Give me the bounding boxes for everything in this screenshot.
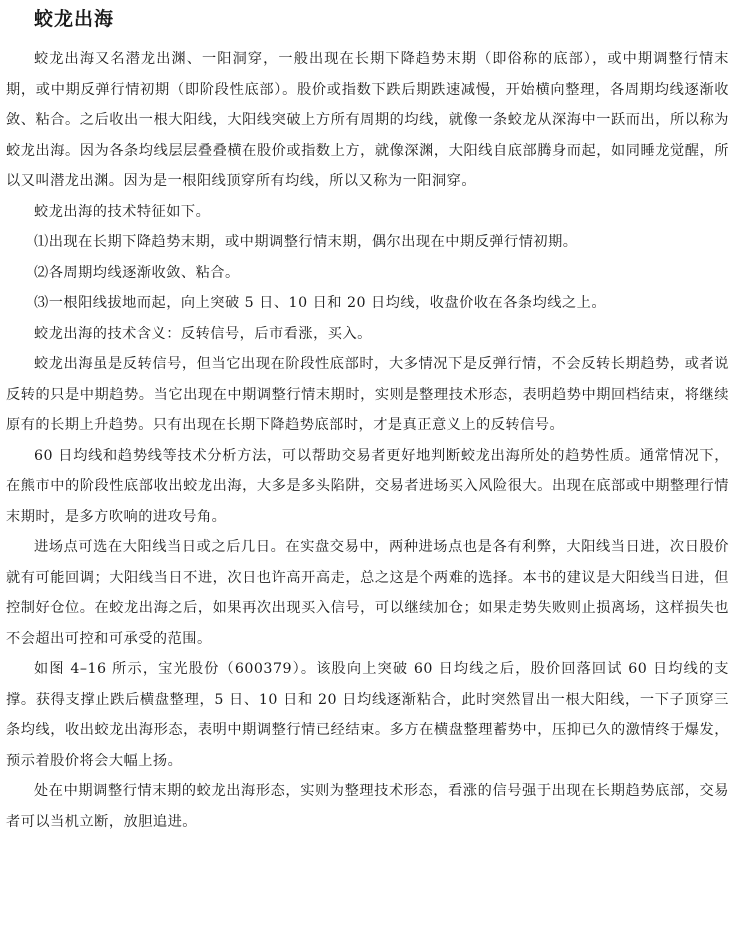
paragraph-feature-2: ⑵各周期均线逐渐收敛、粘合。 (34, 264, 240, 281)
section-title: 蛟龙出海 (34, 8, 115, 30)
paragraph-example: 如图 4–16 所示，宝光股份（600379）。该股向上突破 60 日均线之后，股价回落回试 60 日均线的支撑。获得支撑止跌后横盘整理，5 日、10 日和 20 日均线逐渐粘合，此时突然冒出一根大阳线，一下子顶穿三条均线，收出蛟龙出海形态，表明中期调整行情已经结束。多方在横盘整理蓄势中，压抑已久的激情终于爆发，预示着股价将会大幅上扬。 (6, 661, 729, 769)
paragraph-entry: 进场点可选在大阳线当日或之后几日。在实盘交易中，两种进场点也是各有利弊，大阳线当日进，次日股价就有可能回调；大阳线当日不进，次日也许高开高走，总之这是个两难的选择。本书的建议是大阳线当日进，但控制好仓位。在蛟龙出海之后，如果再次出现买入信号，可以继续加仓；如果走势失败则止损离场，这样损失也不会超出可控和可承受的范围。 (6, 539, 729, 647)
paragraph-reversal: 蛟龙出海虽是反转信号，但当它出现在阶段性底部时，大多情况下是反弹行情，不会反转长期趋势，或者说反转的只是中期趋势。当它出现在中期调整行情末期时，实则是整理技术形态，表明趋势中期回档结束，将继续原有的长期上升趋势。只有出现在长期下降趋势底部时，才是真正意义上的反转信号。 (6, 356, 729, 433)
paragraph-60day: 60 日均线和趋势线等技术分析方法，可以帮助交易者更好地判断蛟龙出海所处的趋势性质。通常情况下，在熊市中的阶段性底部收出蛟龙出海，大多是多头陷阱，交易者进场买入风险很大。出现在底部或中期整理行情末期时，是多方吹响的进攻号角。 (6, 447, 729, 525)
paragraph-feature-1: ⑴出现在长期下降趋势末期，或中期调整行情末期，偶尔出现在中期反弹行情初期。 (34, 234, 578, 250)
paragraph-features-heading: 蛟龙出海的技术特征如下。 (34, 203, 211, 220)
paragraph-intro: 蛟龙出海又名潜龙出渊、一阳洞穿，一般出现在长期下降趋势末期（即俗称的底部），或中期调整行情末期，或中期反弹行情初期（即阶段性底部）。股价或指数下跌后期跌速减慢，开始横向整理，各周期均线逐渐收敛、粘合。之后收出一根大阳线，大阳线突破上方所有周期的均线，就像一条蛟龙从深海中一跃而出，所以称为蛟龙出海。因为各条均线层层叠叠横在股价或指数上方，就像深渊，大阳线自底部腾身而起，如同睡龙觉醒，所以又叫潜龙出渊。因为是一根阳线顶穿所有均线，所以又称为一阳洞穿。 (6, 51, 729, 189)
paragraph-meaning: 蛟龙出海的技术含义：反转信号，后市看涨，买入。 (34, 325, 372, 342)
paragraph-feature-3: ⑶一根阳线拔地而起，向上突破 5 日、10 日和 20 日均线，收盘价收在各条均线之上。 (34, 295, 607, 311)
paragraph-conclusion: 处在中期调整行情末期的蛟龙出海形态，实则为整理技术形态，看涨的信号强于出现在长期趋势底部，交易者可以当机立断，放胆追进。 (6, 783, 729, 830)
